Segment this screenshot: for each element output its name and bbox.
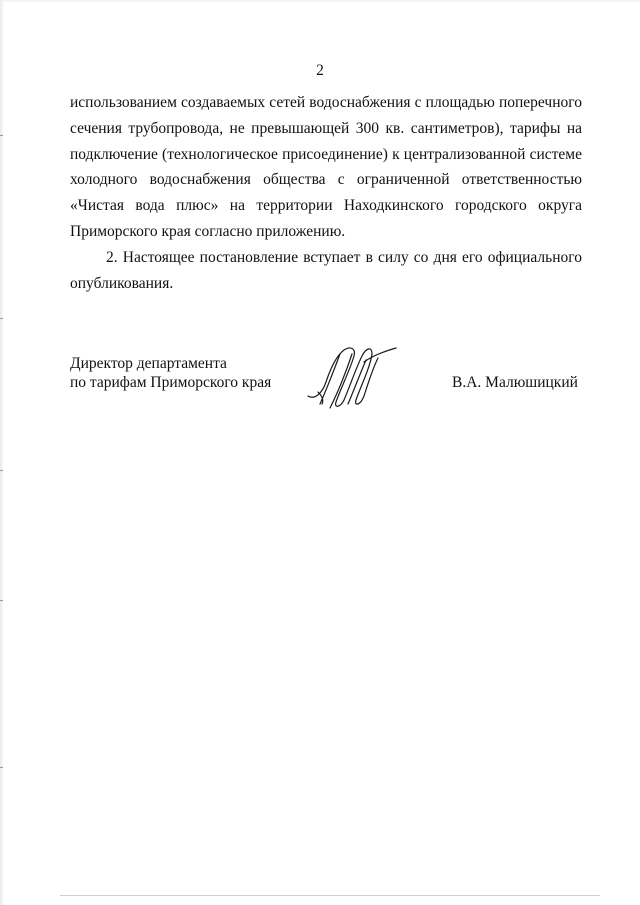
- document-body: [70, 90, 582, 296]
- paragraph-1-line: сечения трубопровода, не превышающей 300 кв. сантиметров), тарифы на: [70, 119, 582, 137]
- scan-mark: [0, 470, 3, 471]
- scan-mark: [0, 135, 3, 136]
- scan-mark: [0, 767, 3, 768]
- handwritten-signature: [300, 334, 400, 414]
- scan-bottom-edge: [60, 895, 600, 896]
- paragraph-2-line: опубликования.: [70, 274, 174, 292]
- paragraph-1-line: использованием создаваемых сетей водоснабжения с площадью поперечного: [70, 94, 582, 111]
- scan-mark: [0, 600, 3, 601]
- paragraph-2-line: 2. Настоящее постановление вступает в силу со дня его официального: [106, 248, 582, 266]
- paragraph-1-line: холодного водоснабжения общества с ограниченной ответственностью: [70, 171, 582, 189]
- signatory-position-line: Директор департамента: [70, 355, 227, 372]
- paragraph-1-line: «Чистая вода плюс» на территории Находкинского городского округа: [70, 197, 582, 215]
- paragraph-1-line: подключение (технологическое присоединение) к централизованной системе: [70, 145, 582, 163]
- paragraph-1-line: Приморского края согласно приложению.: [70, 222, 346, 240]
- scan-edge-shadow-top: [0, 0, 640, 3]
- signatory-position: [70, 354, 271, 392]
- page-number: 2: [316, 62, 324, 79]
- scan-mark: [0, 318, 3, 319]
- signatory-position-line: по тарифам Приморского края: [70, 374, 272, 391]
- signatory-name: В.А. Малюшицкий: [452, 374, 578, 391]
